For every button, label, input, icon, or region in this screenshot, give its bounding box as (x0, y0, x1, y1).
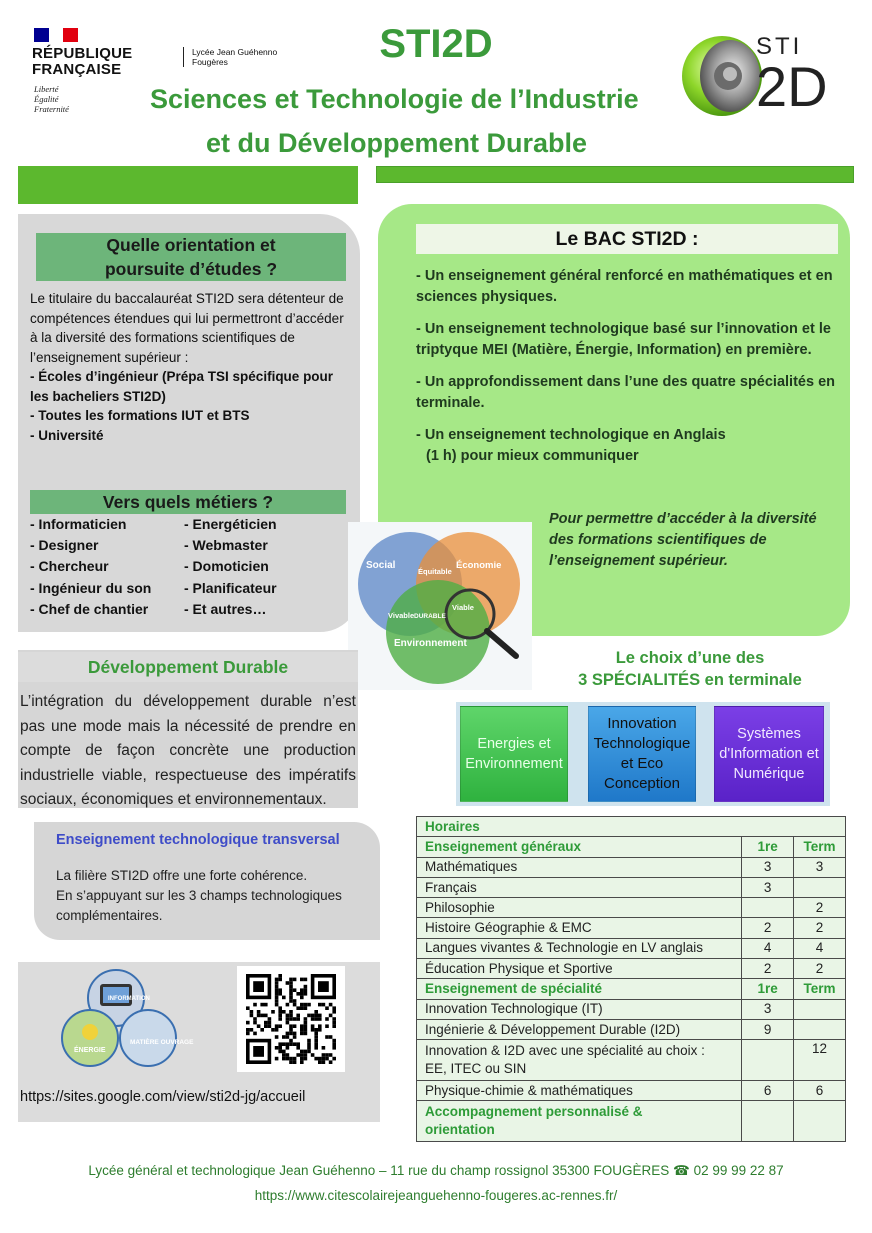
table-cell (794, 877, 846, 897)
table-row (417, 1101, 846, 1142)
orientation-heading (36, 233, 346, 281)
green-bar-right (376, 166, 854, 183)
table-cell: 2 (794, 898, 846, 918)
table-cell: 2 (794, 918, 846, 938)
venn-label-vivable: Vivable (388, 611, 415, 620)
table-cell: 2 (742, 918, 794, 938)
speciality-sin: Systèmes d'Information et Numérique (714, 706, 824, 802)
rf-line-2: FRANÇAISE (32, 61, 122, 78)
table-cell: 2 (742, 959, 794, 979)
table-row (417, 979, 846, 999)
bac-item: - Un enseignement technologique basé sur l’innovation et le triptyque MEI (Matière, Énergie, Information) en première. (416, 321, 831, 358)
footer-address-text: Lycée général et technologique Jean Guéhenno – 11 rue du champ rossignol 35300 FOUGÈRES (88, 1163, 670, 1178)
table-column-header: 1re (742, 979, 794, 999)
bac-quote: Pour permettre d’accéder à la diversité des formations scientifiques de l’enseignement supérieur. (549, 511, 817, 569)
orientation-item: - Université (30, 427, 104, 443)
table-row (417, 938, 846, 958)
table-cell: Philosophie (417, 898, 742, 918)
table-cell: Français (417, 877, 742, 897)
table-cell: Histoire Géographie & EMC (417, 918, 742, 938)
table-cell: 6 (742, 1080, 794, 1100)
page-subtitle-line-1: Sciences et Technologie de l’Industrie (150, 84, 639, 114)
qr-code-icon[interactable] (237, 966, 345, 1072)
motto-fraternite: Fraternité (34, 104, 69, 114)
bac-heading: Le BAC STI2D : (416, 224, 838, 254)
metier-item: - Et autres… (184, 600, 267, 617)
table-cell: 12 (794, 1040, 846, 1081)
orientation-text (30, 289, 350, 445)
bac-item-continued: (1 h) pour mieux communiquer (426, 448, 639, 464)
metier-item: - Designer (30, 537, 99, 554)
circle-label-energie: ÉNERGIE (74, 1047, 106, 1054)
transversal-line: La filière STI2D offre une forte cohérence. (56, 868, 308, 883)
metier-item: - Informaticien (30, 516, 127, 532)
table-row (417, 817, 846, 837)
table-cell (742, 1101, 794, 1142)
rf-line-1: RÉPUBLIQUE (32, 45, 133, 62)
page-subtitle-line-2: et du Développement Durable (206, 128, 588, 158)
table-section-heading: Enseignement généraux (417, 837, 742, 857)
table-row (417, 837, 846, 857)
dd-text: L’intégration du développement durable n’est pas une mode mais la nécessité de prendre en compte de façon concrète une production industrielle viable, respectueuse des impératifs sociaux, économiques et environnementaux. (20, 693, 356, 809)
green-bar-left (18, 166, 358, 204)
logo-text-sti: STI (756, 33, 803, 60)
speciality-itec: Innovation Technologique et Eco Conception (588, 706, 696, 802)
table-cell: Langues vivantes & Technologie en LV anglais (417, 938, 742, 958)
table-cell: 3 (742, 857, 794, 877)
table-title: Horaires (417, 817, 846, 837)
orientation-item: - Toutes les formations IUT et BTS (30, 408, 250, 423)
orientation-heading-line-2: poursuite d’études ? (104, 259, 278, 279)
accomp-line-1: Accompagnement personnalisé & (425, 1103, 643, 1119)
venn-label-viable: Viable (452, 603, 474, 612)
table-cell: Éducation Physique et Sportive (417, 959, 742, 979)
venn-label-equitable: Équitable (418, 567, 452, 576)
table-cell (794, 1019, 846, 1039)
bac-item: - Un enseignement technologique en Anglais (416, 427, 726, 443)
venn-label-environnement: Environnement (394, 638, 467, 649)
table-column-header: 1re (742, 837, 794, 857)
sustainable-development-venn-diagram (348, 522, 532, 690)
table-row (417, 857, 846, 877)
table-cell: Physique-chimie & mathématiques (417, 1080, 742, 1100)
table-column-header: Term (794, 837, 846, 857)
table-cell (794, 1101, 846, 1142)
table-cell: 9 (742, 1019, 794, 1039)
table-cell (417, 1040, 742, 1081)
motto-liberte: Liberté (34, 84, 59, 94)
metier-item: - Planificateur (184, 579, 277, 596)
table-cell: 3 (794, 857, 846, 877)
specialites-title-line-1: Le choix d’une des (615, 649, 765, 667)
phone-icon: ☎ (672, 1163, 690, 1178)
transversal-line: En s’appuyant sur les 3 champs technologiques complémentaires. (56, 888, 342, 923)
table-cell: 4 (794, 938, 846, 958)
venn-label-economie: Économie (456, 560, 502, 571)
circle-label-matiere: MATIÈRE OUVRAGE (130, 1039, 194, 1046)
table-row (417, 877, 846, 897)
table-cell: 6 (794, 1080, 846, 1100)
table-cell: 4 (742, 938, 794, 958)
metier-item: - Domoticien (184, 558, 269, 575)
spec-choice-line-1: Innovation & I2D avec une spécialité au choix : (425, 1043, 705, 1059)
table-cell (794, 999, 846, 1019)
footer-website[interactable]: https://www.citescolairejeanguehenno-fougeres.ac-rennes.fr/ (254, 1188, 618, 1203)
footer-phone: 02 99 99 22 87 (693, 1163, 784, 1178)
website-link[interactable]: https://sites.google.com/view/sti2d-jg/accueil (20, 1089, 306, 1105)
specialites-boxes (456, 702, 830, 806)
metier-item: - Energéticien (184, 516, 277, 532)
table-cell: Ingénierie & Développement Durable (I2D) (417, 1019, 742, 1039)
specialites-title (540, 647, 840, 691)
orientation-heading-line-1: Quelle orientation et (106, 235, 276, 255)
transversal-text (56, 866, 376, 926)
transversal-heading: Enseignement technologique transversal (56, 832, 340, 848)
footer-address (0, 1163, 872, 1179)
bac-item: - Un enseignement général renforcé en mathématiques et en sciences physiques. (416, 268, 833, 305)
table-column-header: Term (794, 979, 846, 999)
table-row (417, 959, 846, 979)
venn-environnement-circle (386, 580, 490, 684)
orientation-intro: Le titulaire du baccalauréat STI2D sera détenteur de compétences étendues qui lui permettront d’accéder à la diversité des formations scientifiques de l’enseignement supérieur : (30, 291, 344, 365)
horaires-table (416, 816, 846, 1142)
metier-item: - Webmaster (184, 537, 268, 554)
bac-item: - Un approfondissement dans l’une des quatre spécialités en terminale. (416, 374, 835, 411)
table-row (417, 1080, 846, 1100)
metier-item: - Ingénieur du son (30, 579, 152, 596)
logo-text-2d: 2D (756, 55, 828, 118)
table-section-heading: Enseignement de spécialité (417, 979, 742, 999)
motto-egalite: Égalité (34, 94, 59, 104)
table-cell: 2 (794, 959, 846, 979)
venn-label-social: Social (366, 560, 396, 571)
table-row (417, 1019, 846, 1039)
metier-item: - Chef de chantier (30, 600, 149, 617)
bac-list (416, 266, 838, 467)
table-cell: Innovation Technologique (IT) (417, 999, 742, 1019)
orientation-item: - Écoles d’ingénieur (Prépa TSI spécifique pour les bacheliers STI2D) (30, 369, 334, 404)
speciality-ee: Energies et Environnement (460, 706, 568, 802)
table-section-heading (417, 1101, 742, 1142)
lycee-city: Fougères (192, 57, 228, 67)
table-row (417, 999, 846, 1019)
table-cell: Mathématiques (417, 857, 742, 877)
table-cell (742, 1040, 794, 1081)
sti2d-logo (678, 28, 848, 118)
metiers-heading: Vers quels métiers ? (30, 490, 346, 514)
spec-choice-line-2: EE, ITEC ou SIN (425, 1061, 527, 1077)
metier-item: - Chercheur (30, 558, 109, 575)
technology-fields-illustration (60, 966, 194, 1068)
table-row (417, 918, 846, 938)
dd-heading: Développement Durable (18, 652, 358, 682)
metiers-list (30, 514, 350, 620)
specialites-title-line-2: 3 SPÉCIALITÉS en terminale (578, 671, 802, 689)
table-cell (742, 898, 794, 918)
venn-label-durable: DURABLE (414, 613, 446, 620)
lycee-name: Lycée Jean Guéhenno (192, 47, 278, 57)
table-cell: 3 (742, 877, 794, 897)
table-row (417, 898, 846, 918)
rf-motto (34, 84, 69, 114)
page-title: STI2D (379, 22, 493, 66)
table-row (417, 1040, 846, 1081)
accomp-line-2: orientation (425, 1121, 495, 1137)
table-cell: 3 (742, 999, 794, 1019)
circle-label-information: INFORMATION (108, 996, 150, 1002)
